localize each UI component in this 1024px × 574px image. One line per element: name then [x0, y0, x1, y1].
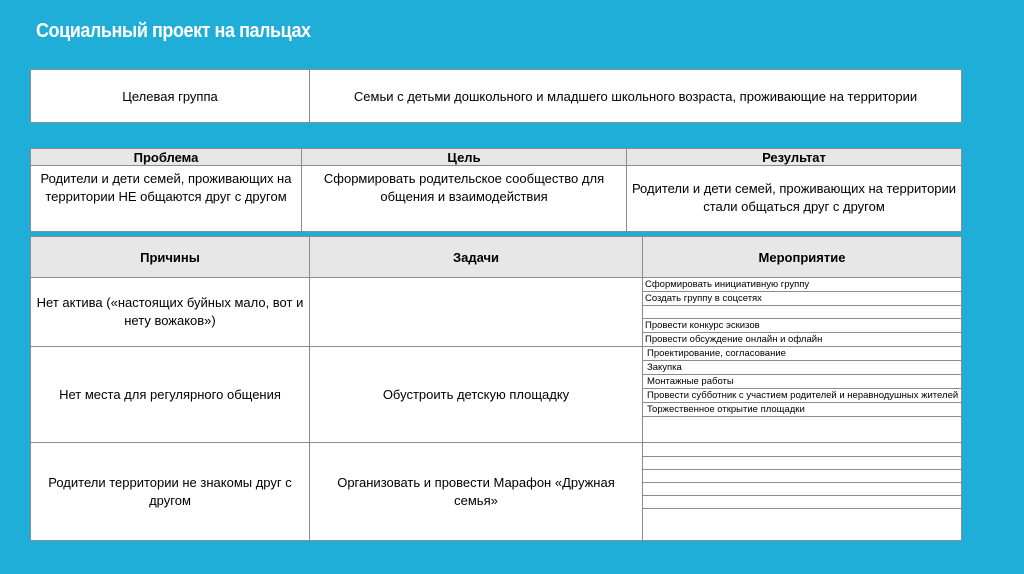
activity-item: [643, 508, 961, 521]
target-group-label: Целевая группа: [31, 70, 310, 123]
activity-item: [643, 416, 961, 429]
task-cell: Организовать и провести Марафон «Дружная семья»: [310, 443, 643, 541]
cause-cell: Родители территории не знакомы друг с другом: [31, 443, 310, 541]
activities-cell: [643, 443, 962, 541]
table-row: [31, 70, 962, 123]
cause-cell: Нет места для регулярного общения: [31, 347, 310, 443]
target-group-table: [30, 69, 962, 123]
activity-item: Проектирование, согласование: [647, 348, 786, 359]
header-goal: Цель: [302, 149, 627, 166]
activity-item: [643, 456, 961, 469]
activity-item: Сформировать инициативную группу: [645, 279, 810, 290]
header-activities: Мероприятие: [643, 237, 962, 278]
problem-cell: Родители и дети семей, проживающих на территории НЕ общаются друг с другом: [31, 166, 302, 232]
task-cell: [310, 278, 643, 347]
table-row: [31, 166, 962, 232]
header-causes: Причины: [31, 237, 310, 278]
activity-item: Провести субботник с участием родителей и неравнодушных жителей: [643, 388, 961, 402]
plan-table: [30, 236, 962, 541]
activity-item: Провести обсуждение онлайн и офлайн: [643, 332, 961, 346]
target-group-value: Семьи с детьми дошкольного и младшего школьного возраста, проживающие на территории: [310, 70, 962, 123]
activity-item: [643, 469, 961, 482]
table-row: [31, 278, 962, 347]
activity-item: Закупка: [643, 360, 961, 374]
header-problem: Проблема: [31, 149, 302, 166]
summary-table: [30, 148, 962, 232]
activity-item: [643, 305, 961, 318]
table-row: [31, 347, 962, 443]
activity-item: Торжественное открытие площадки: [643, 402, 961, 416]
task-cell: Обустроить детскую площадку: [310, 347, 643, 443]
activity-item: Создать группу в соцсетях: [643, 291, 961, 305]
activity-item: Провести конкурс эскизов: [643, 318, 961, 332]
activity-item: Монтажные работы: [643, 374, 961, 388]
activity-item: [643, 495, 961, 508]
activities-cell: [643, 278, 962, 347]
activity-item: [643, 443, 961, 456]
table-header-row: [31, 149, 962, 166]
slide-title: Социальный проект на пальцах: [36, 20, 311, 42]
cause-cell: Нет актива («настоящих буйных мало, вот и нету вожаков»): [31, 278, 310, 347]
activity-item: [643, 482, 961, 495]
header-tasks: Задачи: [310, 237, 643, 278]
goal-cell: Сформировать родительское сообщество для общения и взаимодействия: [302, 166, 627, 232]
table-header-row: [31, 237, 962, 278]
result-cell: Родители и дети семей, проживающих на территории стали общаться друг с другом: [627, 166, 962, 232]
activities-cell: [643, 347, 962, 443]
header-result: Результат: [627, 149, 962, 166]
table-row: [31, 443, 962, 541]
